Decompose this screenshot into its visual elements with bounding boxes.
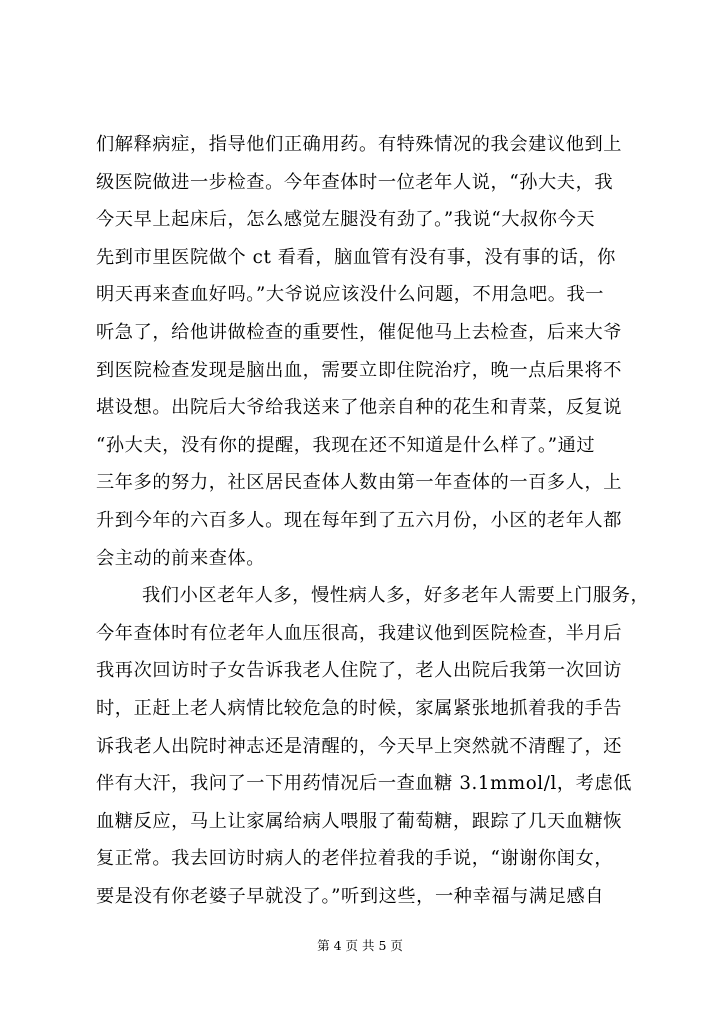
text-line: 级医院做进一步检查。今年查体时一位老年人说，“孙大夫，我	[96, 171, 614, 193]
text-line: 血糖反应，马上让家属给病人喂服了葡萄糖，跟踪了几天血糖恢	[96, 810, 623, 832]
text-line: 到医院检查发现是脑出血，需要立即住院治疗，晚一点后果将不	[96, 359, 623, 381]
text-line: 诉我老人出院时神志还是清醒的，今天早上突然就不清醒了，还	[96, 735, 623, 757]
text-line: 听急了，给他讲做检查的重要性，催促他马上去检查，后来大爷	[96, 321, 623, 343]
text-line: 要是没有你老婆子早就没了。”听到这些，一种幸福与满足感自	[96, 885, 605, 907]
text-line: 复正常。我去回访时病人的老伴拉着我的手说，“谢谢你闺女，	[96, 848, 614, 870]
text-line: 我们小区老年人多，慢性病人多，好多老年人需要上门服务，	[142, 585, 650, 607]
text-line: 明天再来查血好吗。”大爷说应该没什么问题，不用急吧。我一	[96, 284, 605, 306]
text-line: 时，正赶上老人病情比较危急的时候，家属紧张地抓着我的手告	[96, 697, 623, 719]
text-line: “孙大夫，没有你的提醒，我现在还不知道是什么样了。”通过	[96, 434, 596, 456]
text-line: 会主动的前来查体。	[96, 547, 266, 569]
paragraph-2	[96, 577, 650, 915]
page-footer: 第 4 页 共 5 页	[317, 938, 403, 953]
text-line: 堪设想。出院后大爷给我送来了他亲自种的花生和青菜，反复说	[96, 397, 623, 419]
text-line: 三年多的努力，社区居民查体人数由第一年查体的一百多人，上	[96, 472, 623, 494]
text-line: 今年查体时有位老年人血压很高，我建议他到医院检查，半月后	[96, 622, 623, 644]
text-line: 伴有大汗，我问了一下用药情况后一查血糖 3.1mmol/l，考虑低	[96, 773, 633, 795]
text-line: 今天早上起床后，怎么感觉左腿没有劲了。”我说“大叔你今天	[96, 209, 596, 231]
body-text	[96, 126, 650, 915]
paragraph-1	[96, 126, 642, 577]
text-line: 先到市里医院做个 ct 看看，脑血管有没有事，没有事的话，你	[96, 246, 616, 268]
text-line: 我再次回访时子女告诉我老人住院了，老人出院后我第一次回访	[96, 660, 623, 682]
text-line: 们解释病症，指导他们正确用药。有特殊情况的我会建议他到上	[96, 134, 623, 155]
text-line: 升到今年的六百多人。现在每年到了五六月份，小区的老年人都	[96, 509, 623, 531]
